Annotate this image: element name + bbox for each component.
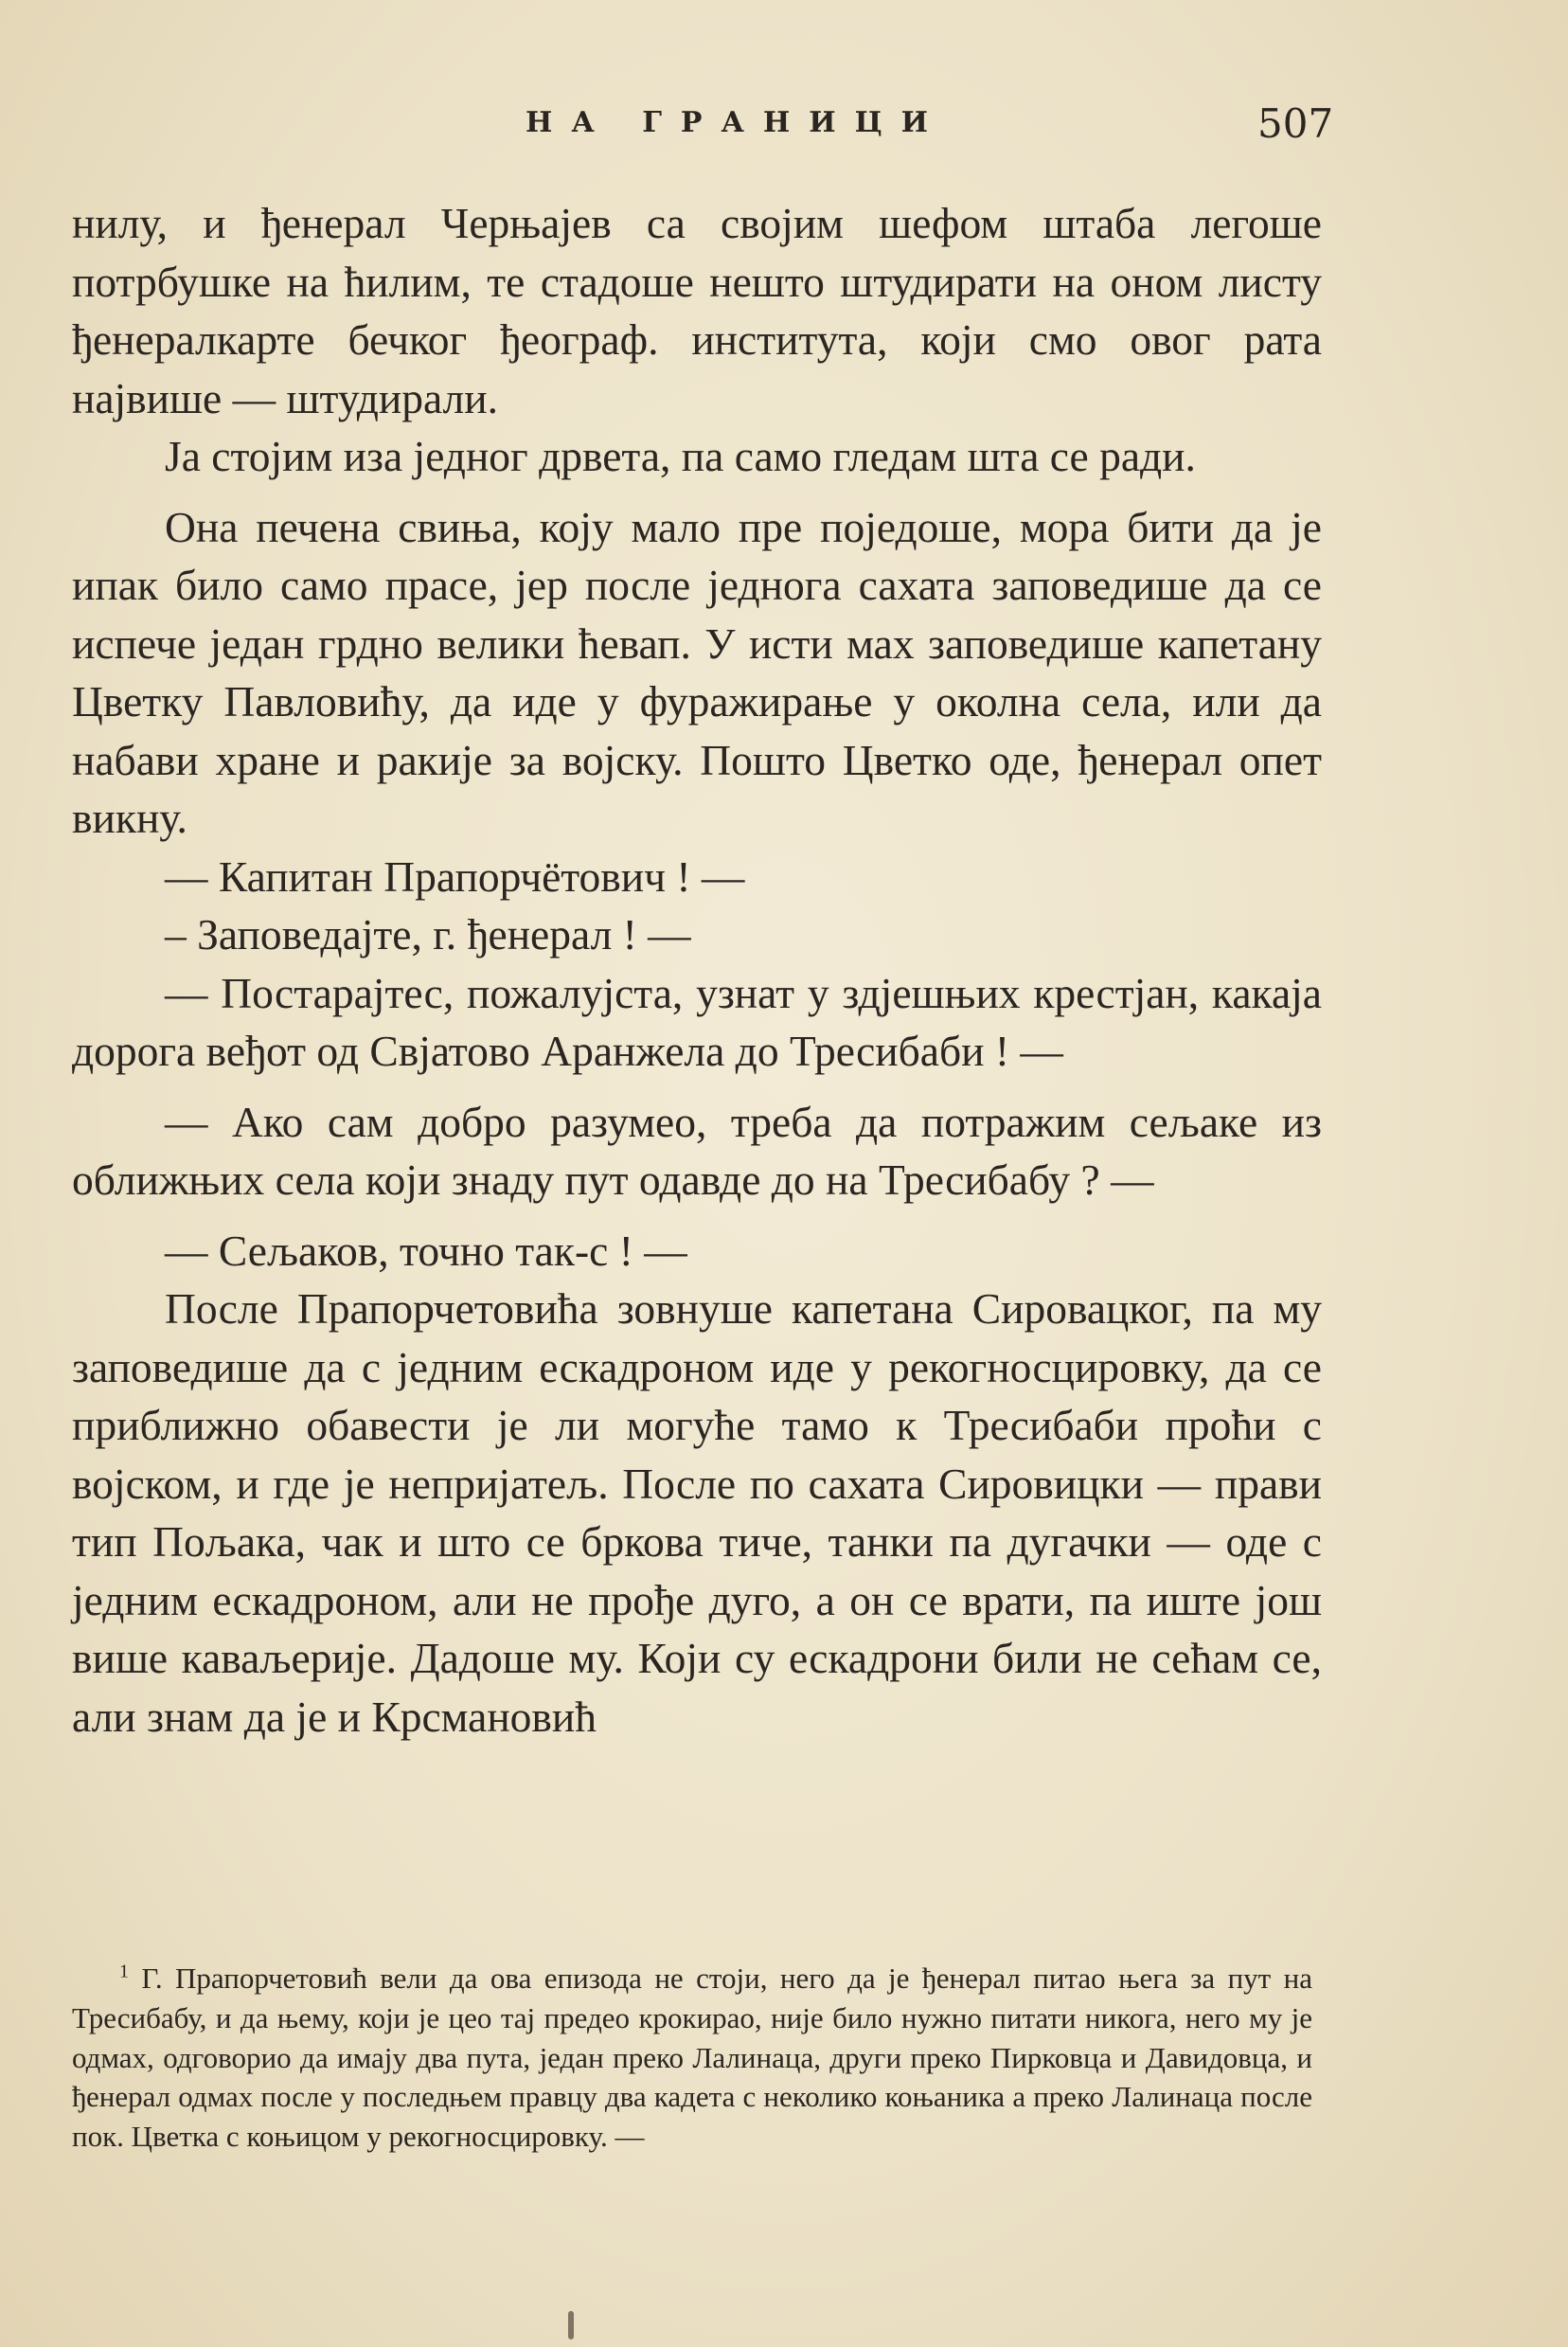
dialog-line: — Ако сам добро разумео, треба да потражим сељаке из оближњих села који знаду пут одавде до на Тресибабу ? — bbox=[72, 1097, 1322, 1204]
footnote-mark: 1 bbox=[119, 1961, 129, 1982]
dialog-line: — Капитан Прапорчётович ! — bbox=[165, 851, 745, 901]
paragraph: нилу, и ђенерал Черњајев са својим шефом штаба легоше потрбушке на ћилим, те стадоше нешто штудирати на оном листу ђенералкарте бечког ђеограф. института, који смо овог рата највише — штудирали. bbox=[72, 199, 1322, 422]
running-title: НА ГРАНИЦИ bbox=[526, 106, 947, 139]
dialog-line: — Сељаков, точно так-с ! — bbox=[165, 1226, 687, 1275]
dialog-line: – Заповедајте, г. ђенерал ! — bbox=[165, 910, 691, 959]
paragraph: После Прапорчетовића зовнуше капетана Сировацког, па му заповедише да с једним ескадроном иде у рекогносцировку, да се приближно обавести је ли могуће тамо к Тресибаби проћи с војском, и где је непријатељ. После по сахата Сировицки — прави тип Пољака, чак и што се бркова тиче, танки па дугачки — оде с једним ескадроном, али не прође дуго, а он се врати, па иште још више каваљерије. Дадоше му. Који су ескадрони били не сећам се, али знам да је и Крсмановић bbox=[72, 1284, 1322, 1741]
paragraph: Она печена свиња, коју мало пре поједоше, мора бити да је ипак било само прасе, јер после једнога сахата заповедише да се испече један грдно велики ћевап. У исти мах заповедише капетану Цветку Павловићу, да иде у фуражирање у околна села, или да набави хране и ракије за војску. Пошто Цветко оде, ђенерал опет викну. bbox=[72, 502, 1322, 842]
main-text bbox=[72, 194, 1322, 1746]
footnote bbox=[72, 1959, 1312, 2157]
dialog-line: — Постарајтес, пожалујста, узнат у здјешњих крестјан, какаја дорога веђот од Свјатово Аранжела до Тресибаби ! — bbox=[72, 968, 1322, 1075]
page-number: 507 bbox=[1257, 100, 1334, 147]
ink-mark bbox=[568, 2311, 574, 2339]
footnote-text: Г. Прапорчетовић вели да ова епизода не стоји, него да је ђенерал питао њега за пут на Тресибабу, и да њему, који је цео тај предео крокирао, није било нужно питати никога, него му је одмах, одговорио да имају два пута, један преко Лалинаца, други преко Пирковца и Давидовца, и ђенерал одмах после у последњем правцу два кадета с неколико коњаника а преко Лалинаца после пок. Цветка с коњицом у рекогносцировку. — bbox=[72, 1962, 1312, 2154]
page-header bbox=[0, 100, 1568, 153]
paragraph: Ја стојим иза једног дрвета, па само гледам шта се ради. bbox=[165, 432, 1196, 480]
